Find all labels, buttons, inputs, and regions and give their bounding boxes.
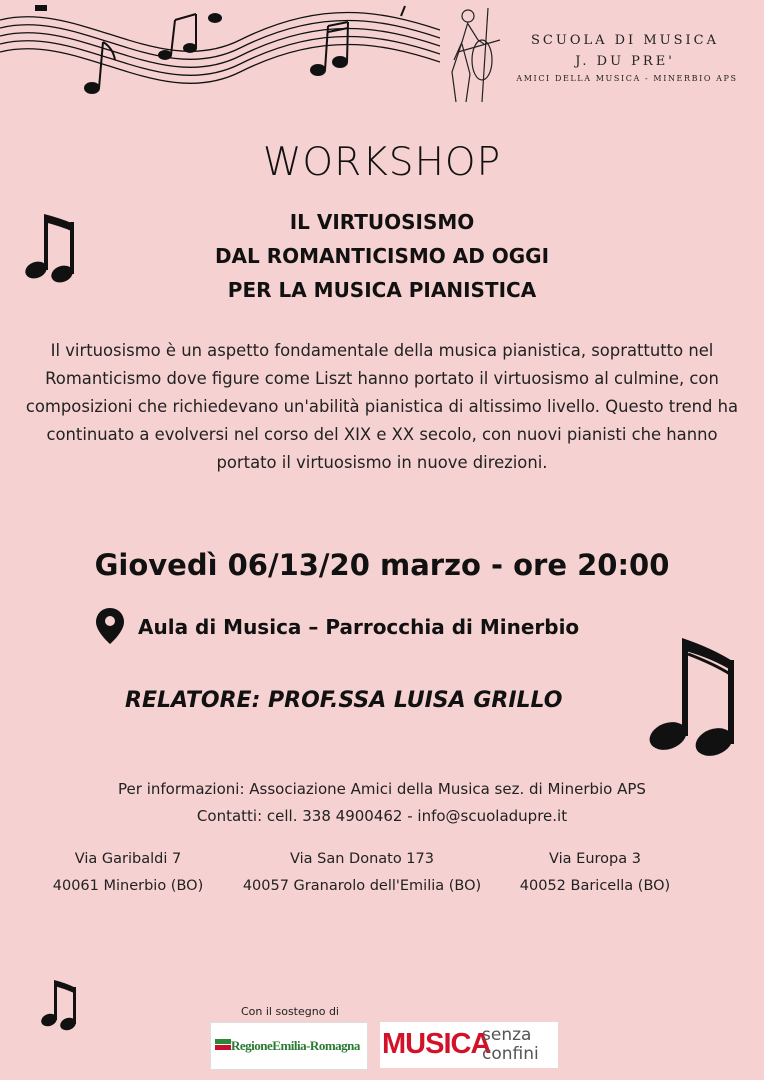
school-subtitle: AMICI DELLA MUSICA - MINERBIO APS bbox=[516, 74, 738, 83]
school-name-line2: J. DU PRE' bbox=[575, 54, 675, 69]
event-speaker: RELATORE: PROF.SSA LUISA GRILLO bbox=[125, 688, 563, 713]
school-name bbox=[500, 30, 750, 72]
contacts-line: Contatti: cell. 338 4900462 - info@scuoladupre.it bbox=[196, 807, 568, 825]
workshop-title bbox=[0, 205, 764, 307]
address-city: 40061 Minerbio (BO) bbox=[52, 878, 204, 894]
workshop-title-line: DAL ROMANTICISMO AD OGGI bbox=[214, 244, 550, 268]
map-pin-icon bbox=[96, 608, 124, 644]
music-staff-decoration bbox=[0, 0, 440, 105]
address-minerbio bbox=[30, 846, 226, 900]
address-city: 40052 Baricella (BO) bbox=[519, 878, 671, 894]
musica-senza-confini-logo bbox=[380, 1022, 558, 1068]
event-date: Giovedì 06/13/20 marzo - ore 20:00 bbox=[94, 548, 670, 582]
music-note-icon bbox=[40, 978, 80, 1032]
address-street: Via Europa 3 bbox=[549, 851, 641, 867]
workshop-title-line: IL VIRTUOSISMO bbox=[289, 210, 475, 234]
address-street: Via San Donato 173 bbox=[290, 851, 434, 867]
musica-logo-main: MUSICA bbox=[382, 1028, 491, 1060]
school-name-line1: SCUOLA DI MUSICA bbox=[531, 33, 719, 48]
address-street: Via Garibaldi 7 bbox=[74, 851, 182, 867]
workshop-heading: WORKSHOP bbox=[262, 140, 502, 185]
music-note-icon bbox=[648, 636, 740, 762]
event-venue: Aula di Musica – Parrocchia di Minerbio bbox=[138, 615, 580, 639]
musica-logo-sub1: senza bbox=[482, 1025, 532, 1045]
workshop-description: Il virtuosismo è un aspetto fondamentale della musica pianistica, soprattutto nel Romanticismo dove figure come Liszt hanno portato il virtuosismo al culmine, con composizioni che richiedevano un'abilità pianistica di altissimo livello. Questo trend ha continuato a evolversi nel corso del XIX e XX secolo, con nuovi pianisti che hanno portato il virtuosismo in nuove direzioni. bbox=[25, 341, 739, 472]
contact-info bbox=[0, 776, 764, 830]
workshop-title-line: PER LA MUSICA PIANISTICA bbox=[227, 278, 537, 302]
regione-emilia-romagna-logo bbox=[210, 1022, 368, 1070]
address-granarolo bbox=[226, 846, 498, 900]
musica-logo-sub2: confini bbox=[482, 1044, 539, 1064]
address-city: 40057 Granarolo dell'Emilia (BO) bbox=[242, 878, 482, 894]
regione-logo-text: RegioneEmilia-Romagna bbox=[231, 1038, 360, 1053]
address-baricella bbox=[500, 846, 690, 900]
sponsor-label: Con il sostegno di bbox=[241, 1005, 339, 1018]
info-line: Per informazioni: Associazione Amici della Musica sez. di Minerbio APS bbox=[118, 780, 646, 798]
cellist-logo bbox=[438, 2, 506, 110]
